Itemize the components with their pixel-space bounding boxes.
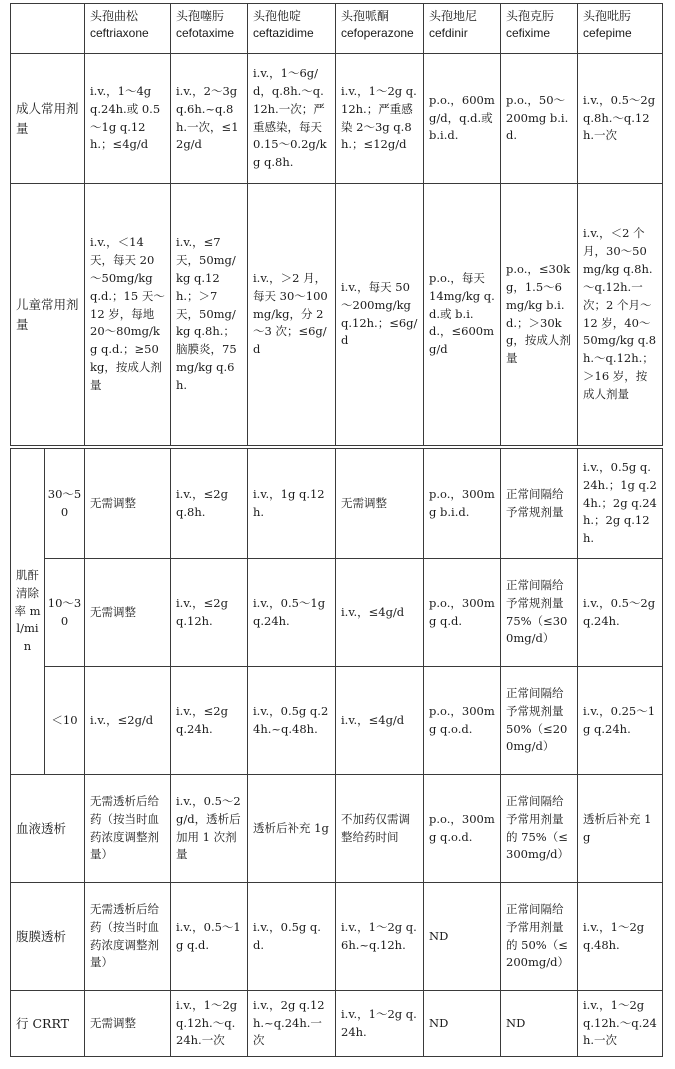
crcl2-ceftazidime: i.v.，0.5～1g q.24h. [248, 559, 336, 667]
child-cefoperazone: i.v.，每天 50～200mg/kg q.12h.；≤6g/d [336, 184, 424, 446]
crcl1-cefoperazone: 无需调整 [336, 449, 424, 559]
crcl1-cefotaxime: i.v.，≤2g q.8h. [171, 449, 248, 559]
crcl1-ceftriaxone: 无需调整 [85, 449, 171, 559]
crcl3-ceftriaxone: i.v.，≤2g/d [85, 667, 171, 775]
crcl1-ceftazidime: i.v.，1g q.12h. [248, 449, 336, 559]
crcl1-cefepime: i.v.，0.5g q.24h.；1g q.24h.；2g q.24h.；2g q.12h. [578, 449, 663, 559]
child-cefepime: i.v.，＜2 个月，30～50mg/kg q.8h.～q.12h.一次；2 个月～12 岁，40～50mg/kg q.8h.～q.12h.；＞16 岁，按成人剂量 [578, 184, 663, 446]
pd-cefdinir: ND [424, 883, 501, 991]
crcl-row-10-30 [11, 559, 663, 667]
hd-cefdinir: p.o.，300mg q.o.d. [424, 775, 501, 883]
crcl-range-10-30: 10～30 [45, 559, 85, 667]
adult-cefepime: i.v.，0.5～2g q.8h.～q.12h.一次 [578, 54, 663, 184]
hd-cefixime: 正常间隔给予常用剂量的 75%（≤300mg/d） [501, 775, 578, 883]
hemodialysis-label: 血液透析 [11, 775, 85, 883]
adult-cefotaxime: i.v.，2～3g q.6h.~q.8h.一次，≤12g/d [171, 54, 248, 184]
hd-ceftriaxone: 无需透析后给药（按当时血药浓度调整剂量） [85, 775, 171, 883]
header-cefdinir: 头孢地尼 cefdinir [424, 4, 501, 54]
crrt-row [11, 991, 663, 1057]
crrt-ceftazidime: i.v.，2g q.12h.~q.24h.一次 [248, 991, 336, 1057]
header-cefoperazone: 头孢哌酮 cefoperazone [336, 4, 424, 54]
hd-cefepime: 透析后补充 1g [578, 775, 663, 883]
crcl3-cefoperazone: i.v.，≤4g/d [336, 667, 424, 775]
child-dose-label: 儿童常用剂量 [11, 184, 85, 446]
crcl2-cefepime: i.v.，0.5～2g q.24h. [578, 559, 663, 667]
crrt-cefoperazone: i.v.，1～2g q.24h. [336, 991, 424, 1057]
crcl-row-lt10 [11, 667, 663, 775]
header-cefotaxime: 头孢噻肟 cefotaxime [171, 4, 248, 54]
crcl-label: 肌酐清除率 ml/min [11, 449, 45, 775]
pd-cefotaxime: i.v.，0.5～1g q.d. [171, 883, 248, 991]
pd-cefixime: 正常间隔给予常用剂量的 50%（≤200mg/d） [501, 883, 578, 991]
adult-dose-label: 成人常用剂量 [11, 54, 85, 184]
child-cefixime: p.o.，≤30kg，1.5～6mg/kg b.i.d.；＞30kg，按成人剂量 [501, 184, 578, 446]
crrt-label: 行 CRRT [11, 991, 85, 1057]
crrt-cefotaxime: i.v.，1～2g q.12h.～q.24h.一次 [171, 991, 248, 1057]
crcl-range-lt10: ＜10 [45, 667, 85, 775]
adult-ceftazidime: i.v.，1～6g/d，q.8h.～q.12h.一次；严重感染，每天 0.15～0.2g/kg q.8h. [248, 54, 336, 184]
crcl1-cefdinir: p.o.，300mg b.i.d. [424, 449, 501, 559]
crcl3-cefixime: 正常间隔给予常规剂量 50%（≤200mg/d） [501, 667, 578, 775]
crrt-cefdinir: ND [424, 991, 501, 1057]
header-ceftazidime: 头孢他啶 ceftazidime [248, 4, 336, 54]
child-dose-row [11, 184, 663, 446]
crcl2-cefixime: 正常间隔给予常规剂量 75%（≤300mg/d） [501, 559, 578, 667]
crcl3-ceftazidime: i.v.，0.5g q.24h.~q.48h. [248, 667, 336, 775]
pd-ceftazidime: i.v.，0.5g q.d. [248, 883, 336, 991]
header-cefixime: 头孢克肟 cefixime [501, 4, 578, 54]
crcl3-cefdinir: p.o.，300mg q.o.d. [424, 667, 501, 775]
pd-cefoperazone: i.v.，1～2g q.6h.~q.12h. [336, 883, 424, 991]
pd-ceftriaxone: 无需透析后给药（按当时血药浓度调整剂量） [85, 883, 171, 991]
crcl2-cefdinir: p.o.，300mg q.d. [424, 559, 501, 667]
hd-cefoperazone: 不加药仅需调整给药时间 [336, 775, 424, 883]
child-ceftriaxone: i.v.，＜14 天，每天 20～50mg/kg q.d.；15 天～12 岁，每地 20～80mg/kg q.d.；≥50kg，按成人剂量 [85, 184, 171, 446]
corner-cell [11, 4, 85, 54]
adult-cefdinir: p.o.，600mg/d，q.d.或 b.i.d. [424, 54, 501, 184]
dosage-table-bottom [10, 448, 663, 1057]
child-cefotaxime: i.v.，≤7 天，50mg/kg q.12h.；＞7 天，50mg/kg q.8h.；脑膜炎，75mg/kg q.6h. [171, 184, 248, 446]
crcl2-cefoperazone: i.v.，≤4g/d [336, 559, 424, 667]
crcl1-cefixime: 正常间隔给予常规剂量 [501, 449, 578, 559]
adult-ceftriaxone: i.v.，1～4g q.24h.或 0.5～1g q.12h.；≤4g/d [85, 54, 171, 184]
adult-dose-row [11, 54, 663, 184]
adult-cefoperazone: i.v.，1～2g q.12h.；严重感染 2～3g q.8h.；≤12g/d [336, 54, 424, 184]
crcl3-cefotaxime: i.v.，≤2g q.24h. [171, 667, 248, 775]
peritoneal-label: 腹膜透析 [11, 883, 85, 991]
crcl3-cefepime: i.v.，0.25～1g q.24h. [578, 667, 663, 775]
crrt-ceftriaxone: 无需调整 [85, 991, 171, 1057]
header-row [11, 4, 663, 54]
crrt-cefepime: i.v.，1～2g q.12h.～q.24h.一次 [578, 991, 663, 1057]
child-ceftazidime: i.v.，＞2 月，每天 30～100mg/kg，分 2～3 次；≤6g/d [248, 184, 336, 446]
hd-ceftazidime: 透析后补充 1g [248, 775, 336, 883]
crrt-cefixime: ND [501, 991, 578, 1057]
hd-cefotaxime: i.v.，0.5～2g/d，透析后加用 1 次剂量 [171, 775, 248, 883]
peritoneal-row [11, 883, 663, 991]
crcl2-ceftriaxone: 无需调整 [85, 559, 171, 667]
header-cefepime: 头孢吡肟 cefepime [578, 4, 663, 54]
child-cefdinir: p.o.，每天 14mg/kg q.d.或 b.i.d.，≤600mg/d [424, 184, 501, 446]
hemodialysis-row [11, 775, 663, 883]
crcl-row-30-50 [11, 449, 663, 559]
header-ceftriaxone: 头孢曲松 ceftriaxone [85, 4, 171, 54]
pd-cefepime: i.v.，1～2g q.48h. [578, 883, 663, 991]
dosage-table-top [10, 3, 663, 446]
crcl-range-30-50: 30～50 [45, 449, 85, 559]
adult-cefixime: p.o.，50～200mg b.i.d. [501, 54, 578, 184]
crcl2-cefotaxime: i.v.，≤2g q.12h. [171, 559, 248, 667]
